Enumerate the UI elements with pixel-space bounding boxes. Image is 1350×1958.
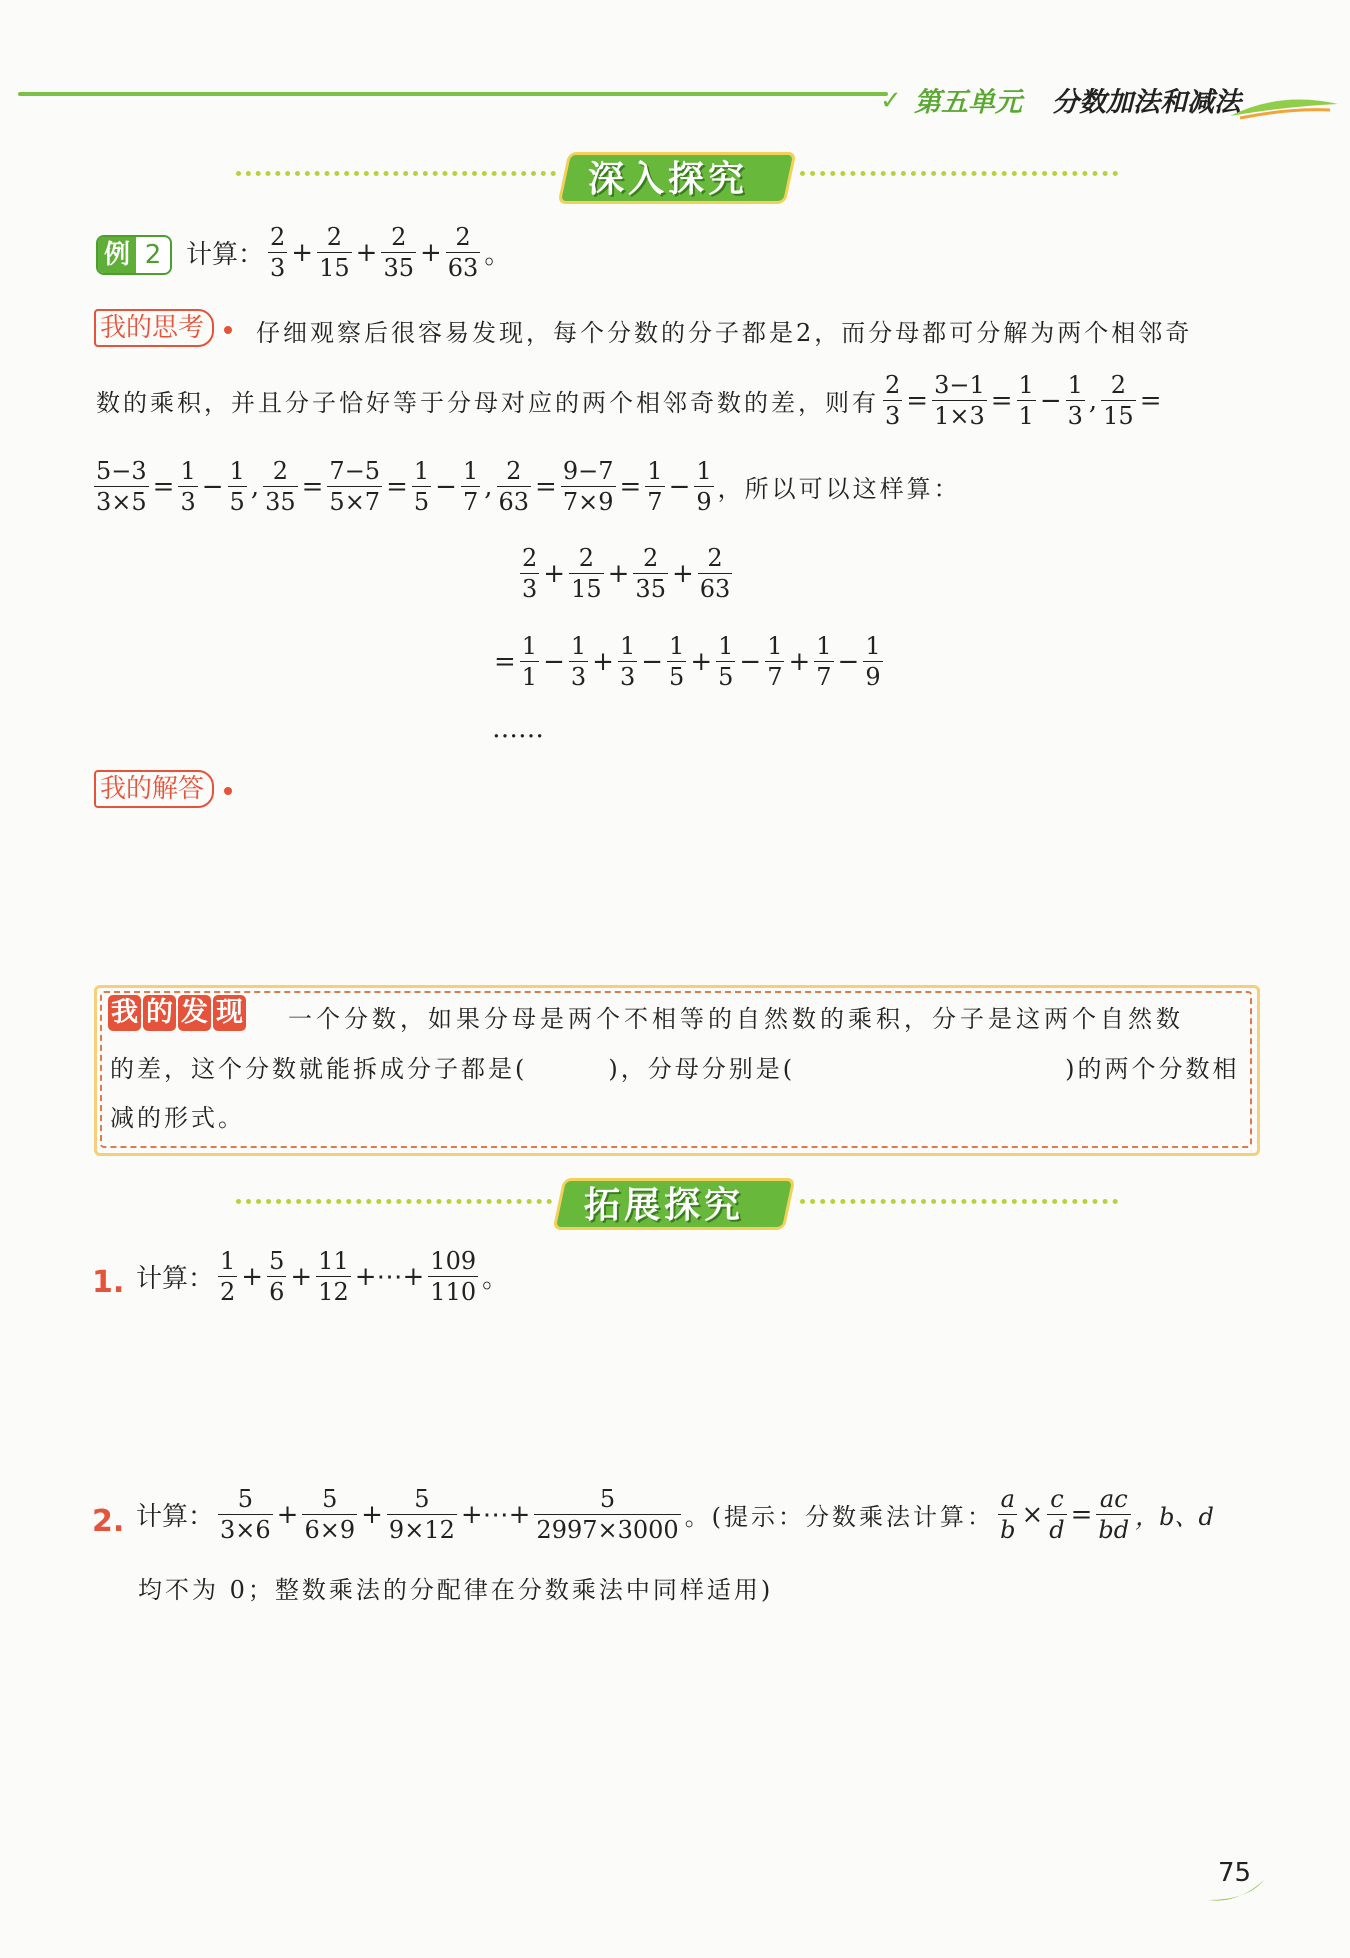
fraction: $\frac{2}{35}$ bbox=[383, 223, 414, 282]
example-tag bbox=[96, 235, 172, 275]
discovery-line-1: 一个分数，如果分母是两个不相等的自然数的乘积，分子是这两个自然数 bbox=[288, 1005, 1184, 1033]
dot-icon bbox=[224, 326, 232, 334]
discovery-line-2: 的差，这个分数就能拆成分子都是( )，分母分别是( )的两个分数相 bbox=[110, 1055, 1240, 1083]
fraction: $\frac{2}{15}$ bbox=[319, 223, 350, 282]
answer-label: 我的解答 bbox=[94, 770, 214, 808]
solution-step-2: = $\frac{1}{1}$ − $\frac{1}{3}$ + $\frac{1}{3}$ − $\frac{1}{5}$ + $\frac{1}{5}$ − $\frac{1}{7}$ + $\frac{1}{7}$ − $\frac{1}{9}$ bbox=[494, 632, 881, 691]
thinking-line-2: 数的乘积，并且分子恰好等于分母对应的两个相邻奇数的差，则有 $\frac{2}{3}$ = $\frac{3-1}{1\times 3}$ = $\frac{1}{1}$ − $\frac{1}{3}$ , $\frac{2}{15}$ = bbox=[96, 371, 1162, 430]
problem-2-number: 2. bbox=[92, 1504, 125, 1539]
dot-icon bbox=[224, 787, 232, 795]
example-prompt: 计算： bbox=[186, 240, 265, 270]
thinking-line-3: $\frac{5-3}{3\times 5}$ = $\frac{1}{3}$ − $\frac{1}{5}$ , $\frac{2}{35}$ = $\frac{7-5}{5\times 7}$ = $\frac{1}{5}$ − $\frac{1}{7}$ , $\frac{2}{63}$ = $\frac{9-7}{7\times 9}$ = $\frac{1}{7}$ − $\frac{1}{9}$ ，所以可以这样算： bbox=[96, 457, 961, 516]
check-icon: ✓ bbox=[880, 86, 902, 116]
problem-1-expression: 计算： $\frac{1}{2}$ + $\frac{5}{6}$ + $\frac{11}{12}$ +⋯+ $\frac{109}{110}$ 。 bbox=[136, 1247, 509, 1306]
dotted-rule-right bbox=[800, 171, 1118, 176]
fraction: $\frac{2}{63}$ bbox=[447, 223, 479, 282]
leaf-swoosh-icon bbox=[1230, 96, 1340, 126]
example-expression: 计算： $\frac{2}{3}$ + $\frac{2}{15}$ + $\frac{2}{35}$ + $\frac{2}{63}$ 。 bbox=[186, 223, 511, 282]
page-swoosh-icon bbox=[1208, 1878, 1268, 1906]
example-tag-number: 2 bbox=[144, 240, 162, 270]
solution-step-1: $\frac{2}{3}$ + $\frac{2}{15}$ + $\frac{2}{35}$ + $\frac{2}{63}$ bbox=[522, 544, 731, 603]
chapter-title: 分数加法和减法 bbox=[1052, 87, 1241, 118]
header-rule bbox=[18, 92, 888, 96]
discovery-tag: 我 的 发 现 bbox=[108, 995, 248, 1031]
ellipsis: …… bbox=[492, 714, 544, 744]
dotted-rule-left bbox=[236, 171, 556, 176]
dotted-rule-right bbox=[800, 1199, 1118, 1204]
page-number: 75 bbox=[1218, 1858, 1252, 1888]
example-tag-label: 例 bbox=[98, 237, 136, 273]
fraction: $\frac{2}{3}$ bbox=[270, 223, 286, 282]
problem-2-hint-line-2: 均不为 0；整数乘法的分配律在分数乘法中同样适用) bbox=[138, 1576, 774, 1604]
problem-1-number: 1. bbox=[92, 1265, 125, 1300]
discovery-line-3: 减的形式。 bbox=[110, 1104, 245, 1132]
section-title-deep: 深入探究 bbox=[588, 159, 749, 200]
thinking-label: 我的思考 bbox=[94, 309, 214, 347]
problem-2-expression: 计算： $\frac{5}{3\times 6}$ + $\frac{5}{6\times 9}$ + $\frac{5}{9\times 12}$ +⋯+ $\frac{5}{2997\times 3000}$ 。(提示：分数乘法计算： $\frac{a}{b}$ × $\frac{c}{d}$ = $\frac{ac}{bd}$ ，b、d bbox=[136, 1485, 1214, 1544]
unit-label: 第五单元 bbox=[914, 87, 1022, 118]
dotted-rule-left bbox=[236, 1199, 552, 1204]
thinking-line-1: 仔细观察后很容易发现，每个分数的分子都是2，而分母都可分解为两个相邻奇 bbox=[256, 319, 1193, 347]
section-title-extend: 拓展探究 bbox=[584, 1185, 745, 1226]
